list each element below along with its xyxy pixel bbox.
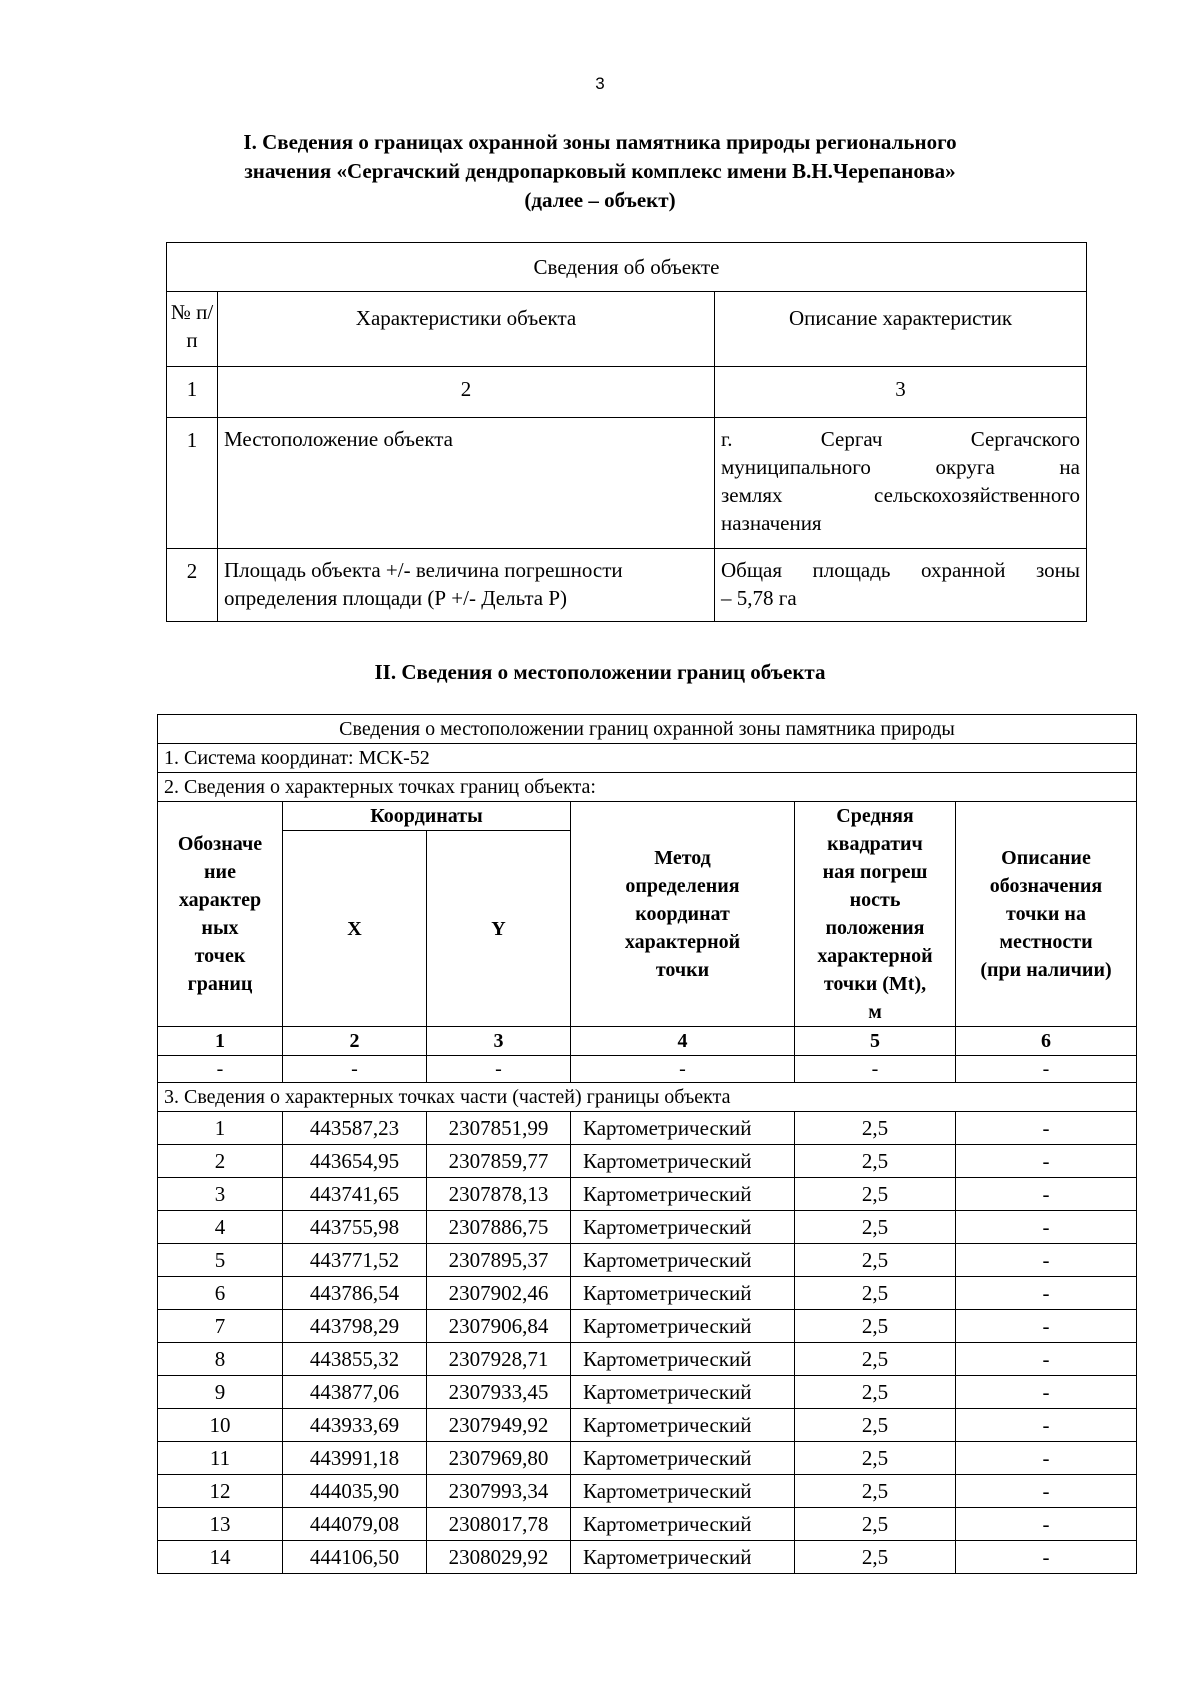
header-line: ность bbox=[849, 889, 901, 911]
header-line: Обозначе bbox=[177, 833, 263, 855]
index-cell: 2 bbox=[283, 1027, 427, 1056]
table-row bbox=[158, 1376, 1137, 1409]
col-header-description: Описание характеристик bbox=[715, 292, 1087, 367]
header-line: местности bbox=[999, 931, 1093, 953]
header-designation bbox=[158, 802, 283, 1027]
table-row bbox=[158, 1442, 1137, 1475]
header-line: характерной bbox=[817, 945, 933, 967]
point-method: Картометрический bbox=[571, 1409, 795, 1442]
point-x: 443741,65 bbox=[283, 1178, 427, 1211]
point-y: 2307969,80 bbox=[427, 1442, 571, 1475]
table-row bbox=[158, 1310, 1137, 1343]
index-cell: 2 bbox=[218, 367, 715, 418]
point-x: 443933,69 bbox=[283, 1409, 427, 1442]
col-header-characteristics: Характеристики объекта bbox=[218, 292, 715, 367]
point-number: 10 bbox=[158, 1409, 283, 1442]
point-y: 2308017,78 bbox=[427, 1508, 571, 1541]
section1-title-line: значения «Сергачский дендропарковый комплекс имени В.Н.Черепанова» bbox=[244, 159, 956, 183]
point-error: 2,5 bbox=[795, 1409, 956, 1442]
table-row bbox=[158, 1211, 1137, 1244]
point-x: 444106,50 bbox=[283, 1541, 427, 1574]
point-description: - bbox=[956, 1310, 1137, 1343]
table-row bbox=[158, 1244, 1137, 1277]
index-cell: 1 bbox=[167, 367, 218, 418]
point-method: Картометрический bbox=[571, 1277, 795, 1310]
point-error: 2,5 bbox=[795, 1541, 956, 1574]
point-number: 5 bbox=[158, 1244, 283, 1277]
point-description: - bbox=[956, 1343, 1137, 1376]
point-error: 2,5 bbox=[795, 1310, 956, 1343]
point-number: 3 bbox=[158, 1178, 283, 1211]
header-line: ная погреш bbox=[822, 861, 928, 883]
points-title: 2. Сведения о характерных точках границ объекта: bbox=[158, 773, 1137, 802]
section1-title-line: (далее – объект) bbox=[524, 188, 676, 212]
point-description: - bbox=[956, 1508, 1137, 1541]
header-line: точки bbox=[655, 959, 710, 981]
point-error: 2,5 bbox=[795, 1376, 956, 1409]
point-x: 443991,18 bbox=[283, 1442, 427, 1475]
object-info-caption: Сведения об объекте bbox=[167, 243, 1087, 292]
parts-title: 3. Сведения о характерных точках части (частей) границы объекта bbox=[158, 1083, 1137, 1112]
desc-line: Общая площадь охранной зоны bbox=[721, 558, 1080, 582]
point-number: 1 bbox=[158, 1112, 283, 1145]
point-y: 2308029,92 bbox=[427, 1541, 571, 1574]
row-number: 2 bbox=[167, 549, 218, 622]
point-error: 2,5 bbox=[795, 1277, 956, 1310]
point-number: 9 bbox=[158, 1376, 283, 1409]
desc-line: г. Сергач Сергачского bbox=[721, 427, 1080, 451]
table-row bbox=[158, 1277, 1137, 1310]
header-y: Y bbox=[427, 831, 571, 1027]
point-number: 11 bbox=[158, 1442, 283, 1475]
section2-title: II. Сведения о местоположении границ объекта bbox=[374, 660, 826, 684]
header-line: координат bbox=[635, 903, 730, 925]
point-y: 2307906,84 bbox=[427, 1310, 571, 1343]
point-method: Картометрический bbox=[571, 1211, 795, 1244]
point-y: 2307928,71 bbox=[427, 1343, 571, 1376]
index-cell: 1 bbox=[158, 1027, 283, 1056]
coord-system: 1. Система координат: МСК-52 bbox=[158, 744, 1137, 773]
row-description bbox=[715, 418, 1087, 549]
point-method: Картометрический bbox=[571, 1310, 795, 1343]
index-cell: 6 bbox=[956, 1027, 1137, 1056]
point-number: 7 bbox=[158, 1310, 283, 1343]
point-number: 2 bbox=[158, 1145, 283, 1178]
point-error: 2,5 bbox=[795, 1343, 956, 1376]
point-number: 14 bbox=[158, 1541, 283, 1574]
row-description bbox=[715, 549, 1087, 622]
header-method bbox=[571, 802, 795, 1027]
header-line: ных bbox=[201, 917, 239, 939]
point-y: 2307878,13 bbox=[427, 1178, 571, 1211]
header-line: характерной bbox=[624, 931, 741, 953]
header-line: границ bbox=[187, 973, 253, 995]
boundary-caption: Сведения о местоположении границ охранной зоны памятника природы bbox=[158, 715, 1137, 744]
dash-cell: - bbox=[283, 1056, 427, 1083]
point-description: - bbox=[956, 1244, 1137, 1277]
header-line: характер bbox=[178, 889, 262, 911]
row-characteristic: Местоположение объекта bbox=[218, 418, 715, 549]
header-line: точки (Mt), bbox=[823, 973, 927, 995]
point-x: 443855,32 bbox=[283, 1343, 427, 1376]
point-y: 2307886,75 bbox=[427, 1211, 571, 1244]
header-line: положения bbox=[825, 917, 925, 939]
dash-cell: - bbox=[571, 1056, 795, 1083]
page-number: 3 bbox=[595, 74, 605, 93]
point-method: Картометрический bbox=[571, 1244, 795, 1277]
point-description: - bbox=[956, 1475, 1137, 1508]
point-error: 2,5 bbox=[795, 1508, 956, 1541]
header-line: точки на bbox=[1006, 903, 1086, 925]
index-cell: 3 bbox=[715, 367, 1087, 418]
point-description: - bbox=[956, 1145, 1137, 1178]
point-method: Картометрический bbox=[571, 1442, 795, 1475]
header-line: ние bbox=[204, 861, 236, 883]
point-error: 2,5 bbox=[795, 1145, 956, 1178]
point-method: Картометрический bbox=[571, 1145, 795, 1178]
header-coordinates: Координаты bbox=[283, 802, 571, 831]
point-description: - bbox=[956, 1112, 1137, 1145]
desc-line: – 5,78 га bbox=[721, 586, 797, 610]
point-description: - bbox=[956, 1178, 1137, 1211]
table-row bbox=[158, 1541, 1137, 1574]
point-method: Картометрический bbox=[571, 1343, 795, 1376]
dash-cell: - bbox=[956, 1056, 1137, 1083]
table-row bbox=[158, 1178, 1137, 1211]
point-method: Картометрический bbox=[571, 1475, 795, 1508]
point-description: - bbox=[956, 1376, 1137, 1409]
char-line: Площадь объекта +/- величина погрешности bbox=[224, 558, 623, 582]
header-line: Описание bbox=[1001, 847, 1091, 869]
point-description: - bbox=[956, 1211, 1137, 1244]
point-y: 2307933,45 bbox=[427, 1376, 571, 1409]
point-number: 6 bbox=[158, 1277, 283, 1310]
point-description: - bbox=[956, 1277, 1137, 1310]
table-row bbox=[158, 1508, 1137, 1541]
point-error: 2,5 bbox=[795, 1178, 956, 1211]
section1-title-line: I. Сведения о границах охранной зоны памятника природы регионального bbox=[243, 130, 957, 154]
point-x: 443654,95 bbox=[283, 1145, 427, 1178]
point-error: 2,5 bbox=[795, 1442, 956, 1475]
boundary-points-table bbox=[157, 714, 1137, 1574]
point-error: 2,5 bbox=[795, 1112, 956, 1145]
point-error: 2,5 bbox=[795, 1475, 956, 1508]
point-method: Картометрический bbox=[571, 1178, 795, 1211]
point-number: 13 bbox=[158, 1508, 283, 1541]
point-error: 2,5 bbox=[795, 1211, 956, 1244]
row-characteristic bbox=[218, 549, 715, 622]
point-method: Картометрический bbox=[571, 1376, 795, 1409]
header-line: Средняя bbox=[836, 805, 914, 827]
index-cell: 4 bbox=[571, 1027, 795, 1056]
table-row bbox=[158, 1145, 1137, 1178]
header-line: точек bbox=[194, 945, 246, 967]
point-method: Картометрический bbox=[571, 1508, 795, 1541]
header-line: (при наличии) bbox=[980, 959, 1112, 981]
point-x: 443771,52 bbox=[283, 1244, 427, 1277]
point-error: 2,5 bbox=[795, 1244, 956, 1277]
dash-cell: - bbox=[795, 1056, 956, 1083]
point-x: 444079,08 bbox=[283, 1508, 427, 1541]
point-y: 2307949,92 bbox=[427, 1409, 571, 1442]
point-method: Картометрический bbox=[571, 1112, 795, 1145]
point-y: 2307902,46 bbox=[427, 1277, 571, 1310]
point-y: 2307859,77 bbox=[427, 1145, 571, 1178]
header-line: м bbox=[868, 1001, 882, 1023]
header-line: определения bbox=[625, 875, 740, 897]
dash-cell: - bbox=[427, 1056, 571, 1083]
header-line: квадратич bbox=[827, 833, 923, 855]
header-line: обозначения bbox=[989, 875, 1103, 897]
desc-line: муниципального округа на bbox=[721, 455, 1080, 479]
point-y: 2307895,37 bbox=[427, 1244, 571, 1277]
col-header-number: № п/п bbox=[167, 292, 218, 367]
header-x: X bbox=[283, 831, 427, 1027]
table-row bbox=[158, 1343, 1137, 1376]
dash-cell: - bbox=[158, 1056, 283, 1083]
point-x: 444035,90 bbox=[283, 1475, 427, 1508]
point-description: - bbox=[956, 1409, 1137, 1442]
point-x: 443786,54 bbox=[283, 1277, 427, 1310]
index-cell: 3 bbox=[427, 1027, 571, 1056]
points-body bbox=[158, 1112, 1137, 1574]
point-y: 2307851,99 bbox=[427, 1112, 571, 1145]
point-x: 443755,98 bbox=[283, 1211, 427, 1244]
point-y: 2307993,34 bbox=[427, 1475, 571, 1508]
char-line: определения площади (Р +/- Дельта Р) bbox=[224, 586, 568, 610]
index-cell: 5 bbox=[795, 1027, 956, 1056]
header-error bbox=[795, 802, 956, 1027]
desc-line: землях сельскохозяйственного bbox=[721, 483, 1080, 507]
section1-title bbox=[150, 128, 1050, 215]
row-number: 1 bbox=[167, 418, 218, 549]
object-info-table bbox=[166, 242, 1087, 622]
point-x: 443798,29 bbox=[283, 1310, 427, 1343]
point-description: - bbox=[956, 1442, 1137, 1475]
header-line: Метод bbox=[654, 847, 711, 869]
point-number: 12 bbox=[158, 1475, 283, 1508]
desc-line: назначения bbox=[721, 511, 822, 535]
table-row bbox=[158, 1475, 1137, 1508]
table-row bbox=[158, 1112, 1137, 1145]
table-row bbox=[158, 1409, 1137, 1442]
point-description: - bbox=[956, 1541, 1137, 1574]
point-number: 8 bbox=[158, 1343, 283, 1376]
point-x: 443587,23 bbox=[283, 1112, 427, 1145]
point-method: Картометрический bbox=[571, 1541, 795, 1574]
point-x: 443877,06 bbox=[283, 1376, 427, 1409]
point-number: 4 bbox=[158, 1211, 283, 1244]
header-description bbox=[956, 802, 1137, 1027]
